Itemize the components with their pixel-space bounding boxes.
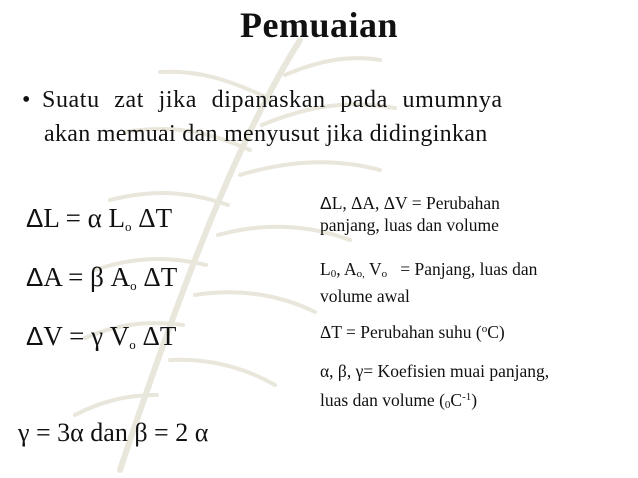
equation-rhs: ΔT — [135, 321, 177, 351]
note-text: luas dan volume ( — [320, 390, 445, 410]
delta-symbol: Δ — [26, 321, 44, 351]
delta-symbol: Δ — [26, 262, 44, 292]
note-superscript: o — [481, 323, 488, 335]
note-coefficients — [320, 358, 549, 418]
equation-subscript: o — [129, 337, 136, 352]
note-text: C — [450, 390, 463, 410]
equation-lhs: V = γ V — [43, 321, 130, 351]
note-text: , A — [336, 259, 357, 279]
slide-title: Pemuaian — [239, 5, 398, 45]
equation-rhs: ΔT — [136, 262, 178, 292]
note-temperature-change — [320, 318, 505, 343]
note-text: L, ΔA, ΔV = Perubahan — [331, 193, 500, 213]
note-text: ) — [471, 390, 478, 410]
note-text: = Panjang, luas dan — [387, 259, 538, 279]
equation-volume — [26, 321, 176, 353]
note-text: V — [364, 259, 382, 279]
equation-subscript: o — [130, 278, 137, 293]
note-text: panjang, luas dan volume — [320, 215, 499, 235]
note-subscript: o — [381, 268, 388, 280]
equation-lhs: A = β A — [43, 262, 131, 292]
bullet-text-line-2: akan memuai dan menyusut jika didinginkan — [44, 121, 488, 147]
note-initial-definitions — [320, 258, 537, 307]
note-superscript: -1 — [462, 391, 472, 403]
delta-symbol: Δ — [320, 193, 332, 213]
equation-lhs: L = α L — [43, 203, 125, 233]
note-subscript: 0 — [330, 268, 337, 280]
note-subscript: o, — [356, 268, 365, 280]
coefficient-relation: γ = 3α dan β = 2 α — [18, 418, 209, 447]
note-text: α, β, γ= Koefisien muai panjang, — [320, 361, 550, 381]
note-text: L — [320, 259, 331, 279]
delta-symbol: Δ — [26, 203, 44, 233]
note-text: volume awal — [320, 286, 410, 306]
bullet-marker: • — [22, 87, 31, 113]
note-text: C) — [487, 322, 505, 342]
equation-area — [26, 262, 177, 294]
note-change-definitions — [320, 192, 500, 236]
equation-rhs: ΔT — [131, 203, 173, 233]
note-subscript: 0 — [444, 399, 451, 411]
equation-length — [26, 203, 172, 235]
note-text: ΔT = Perubahan suhu ( — [320, 322, 482, 342]
bullet-text-line-1: Suatu zat jika dipanaskan pada umumnya — [42, 87, 503, 113]
equation-subscript: o — [124, 219, 132, 234]
